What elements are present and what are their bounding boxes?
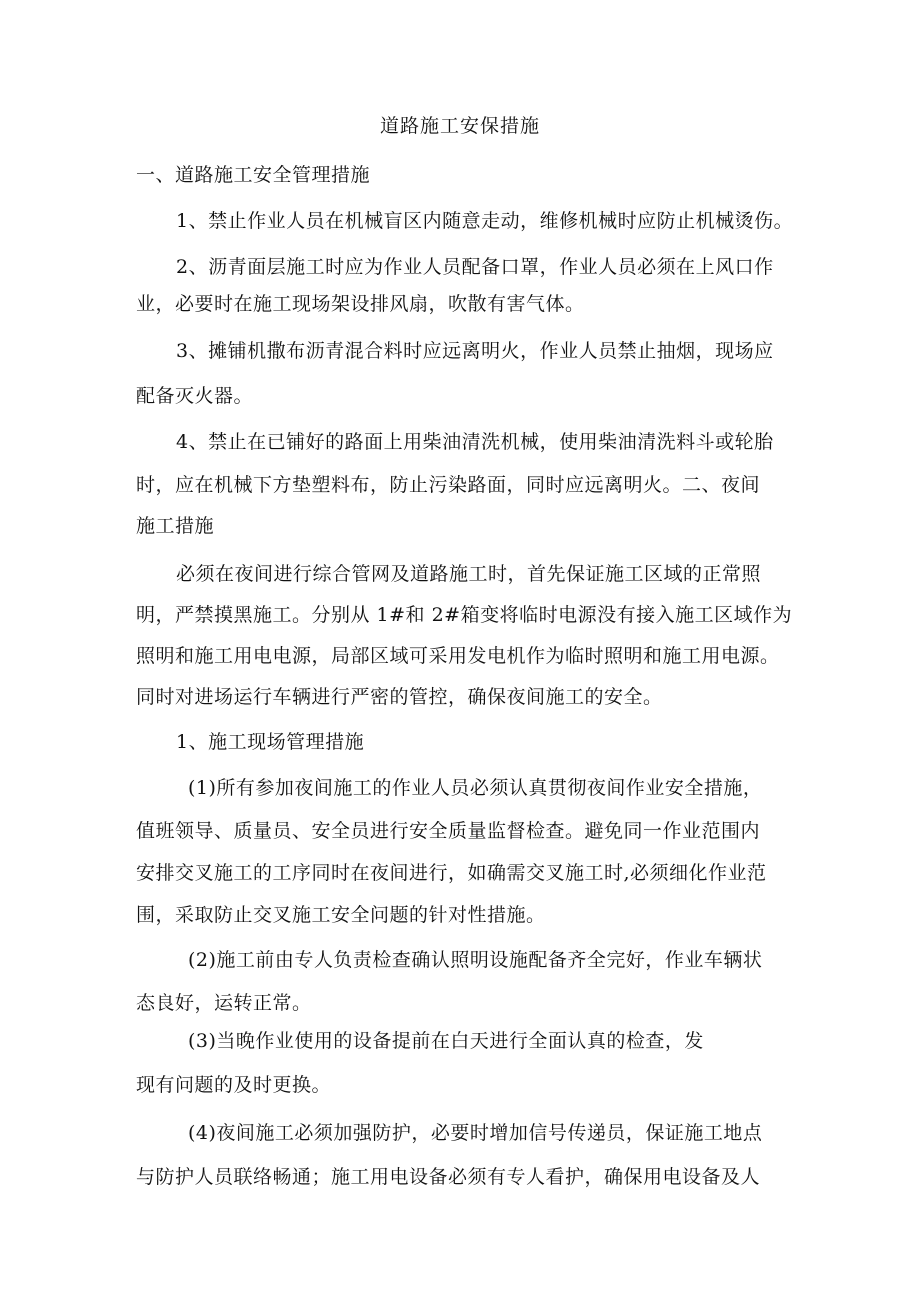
paragraph-line: (2)施工前由专人负责检查确认照明设施配备齐全完好，作业车辆状 [188,949,763,971]
paragraph-line: 围，采取防止交叉施工安全问题的针对性措施。 [136,904,546,926]
paragraph-line: 时，应在机械下方垫塑料布，防止污染路面，同时应远离明火。二、夜间 [136,474,761,496]
paragraph-line: 值班领导、质量员、安全员进行安全质量监督检查。避免同一作业范围内 [136,820,761,842]
paragraph-line: (4)夜间施工必须加强防护，必要时增加信号传递员，保证施工地点 [188,1122,763,1144]
paragraph-line: 施工措施 [136,515,215,537]
document-title: 道路施工安保措施 [379,115,540,137]
paragraph-line: 1、禁止作业人员在机械盲区内随意走动，维修机械时应防止机械烫伤。 [176,210,794,232]
paragraph-line: 态良好，运转正常。 [136,992,312,1014]
paragraph-line: 4、禁止在已铺好的路面上用柴油清洗机械，使用柴油清洗料斗或轮胎 [176,431,774,453]
paragraph-line: 2、沥青面层施工时应为作业人员配备口罩，作业人员必须在上风口作 [176,256,774,278]
paragraph-line: 必须在夜间进行综合管网及道路施工时，首先保证施工区域的正常照 [176,563,762,585]
paragraph-line: 同时对进场运行车辆进行严密的管控，确保夜间施工的安全。 [136,686,663,708]
subsection-heading: 1、施工现场管理措施 [176,731,365,753]
paragraph-line: 配备灭火器。 [136,385,254,407]
paragraph-line: (1)所有参加夜间施工的作业人员必须认真贯彻夜间作业安全措施， [188,777,763,799]
paragraph-line: 与防护人员联络畅通；施工用电设备必须有专人看护，确保用电设备及人 [136,1166,761,1188]
paragraph-line: 现有问题的及时更换。 [136,1074,332,1096]
paragraph-line: 照明和施工用电电源，局部区域可采用发电机作为临时照明和施工用电源。 [136,645,780,667]
section-heading-1: 一、道路施工安全管理措施 [136,164,371,186]
paragraph-line: 3、摊铺机撒布沥青混合料时应远离明火，作业人员禁止抽烟，现场应 [176,340,774,362]
paragraph-line: 业，必要时在施工现场架设排风扇，吹散有害气体。 [136,293,585,315]
paragraph-line: (3)当晚作业使用的设备提前在白天进行全面认真的检查，发 [188,1030,704,1052]
paragraph-line: 明，严禁摸黑施工。分别从 1#和 2#箱变将临时电源没有接入施工区域作为 [136,604,793,626]
paragraph-line: 安排交叉施工的工序同时在夜间进行，如确需交叉施工时,必须细化作业范 [136,862,767,884]
